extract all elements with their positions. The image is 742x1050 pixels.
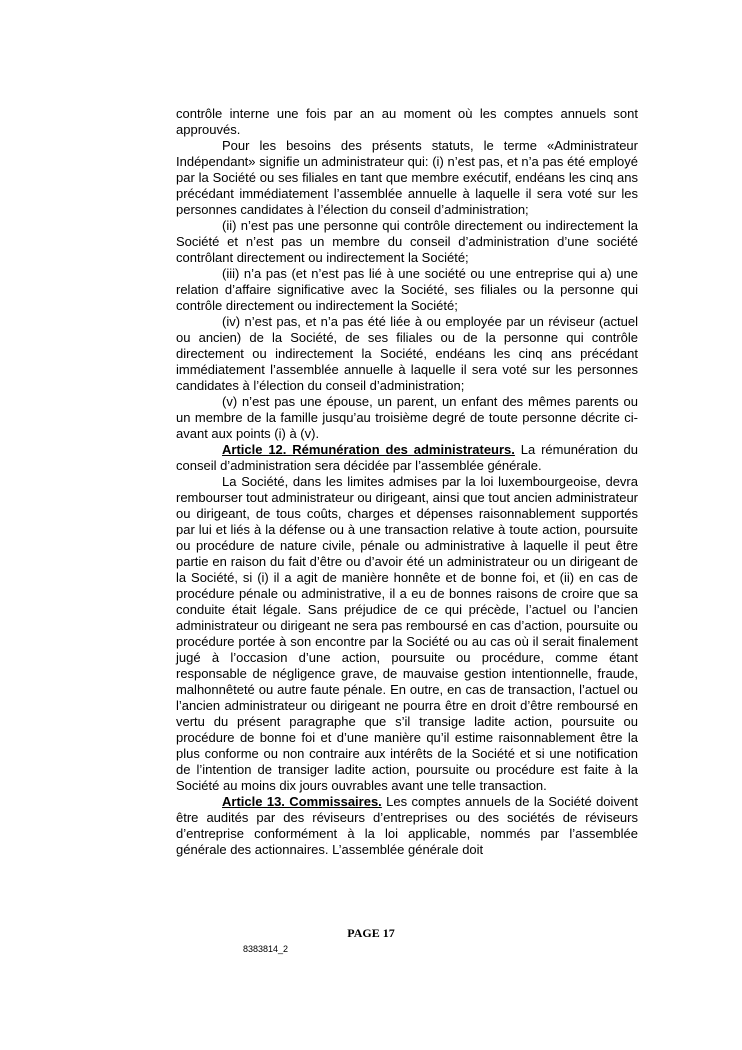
page-number: PAGE 17 [347, 926, 395, 940]
paragraph-continuation: contrôle interne une fois par an au moment où les comptes annuels sont approuvés. [176, 106, 638, 137]
article-12-indemnification-paragraph: La Société, dans les limites admises par la loi luxembourgeoise, devra rembourser tout administrateur ou dirigeant, ainsi que tout ancien administrateur ou dirigeant, de tous coûts, charges et dépenses raisonnablement supportés par lui et liés à la défense ou à une transaction relative à toute action, poursuite ou procédure de nature civile, pénale ou administrative à laquelle il peut être partie en raison du fait d’être ou d’avoir été un administrateur ou un dirigeant de la Société, si (i) il a agit de manière honnête et de bonne foi, et (ii) en cas de procédure pénale ou administrative, il a eu de bonnes raisons de croire que sa conduite était légale. Sans préjudice de ce qui précède, l’actuel ou l’ancien administrateur ou dirigeant ne sera pas remboursé en cas d’action, poursuite ou procédure portée à son encontre par la Société ou au cas où il serait finalement jugé à l’occasion d’une action, poursuite ou procédure, comme étant responsable de négligence grave, de mauvaise gestion intentionnelle, fraude, malhonnêteté ou autre faute pénale. En outre, en cas de transaction, l’actuel ou l’ancien administrateur ou dirigeant ne pourra être en droit d’être remboursé en vertu du présent paragraphe que s’il transige ladite action, poursuite ou procédure de bonne foi et d’une manière qu’il estime raisonnablement être la plus conforme ou non contraire aux intérêts de la Société et si une notification de l’intention de transiger ladite action, poursuite ou procédure est faite à la Société au moins dix jours ouvrables avant une telle transaction. [176, 474, 638, 793]
paragraph-criterion-iv: (iv) n’est pas, et n’a pas été liée à ou employée par un réviseur (actuel ou ancien) de la Société, de ses filiales ou de la personne qui contrôle directement ou indirectement la Société, endéans les cinq ans précédant immédiatement l’assemblée annuelle à laquelle il sera voté sur les personnes candidates à l’élection du conseil d’administration; [176, 314, 638, 393]
article-13-text: Les comptes annuels de la Société doivent être audités par des réviseurs d’entreprises ou des sociétés de réviseurs d’entreprise conformément à la loi applicable, nommés par l’assemblée générale des actionnaires. L’assemblée générale doit [176, 794, 638, 857]
article-12-paragraph [176, 442, 638, 474]
document-body [176, 106, 638, 858]
article-13-heading: Article 13. Commissaires. [222, 794, 382, 809]
document-id: 8383814_2 [243, 944, 289, 954]
paragraph-independent-director-definition: Pour les besoins des présents statuts, le terme «Administrateur Indépendant» signifie un administrateur qui: (i) n’est pas, et n’a pas été employé par la Société ou ses filiales en tant que membre exécutif, endéans les cinq ans précédant immédiatement l’assemblée annuelle à laquelle il sera voté sur les personnes candidates à l’élection du conseil d’administration; [176, 138, 638, 217]
paragraph-criterion-v: (v) n’est pas une épouse, un parent, un enfant des mêmes parents ou un membre de la famille jusqu’au troisième degré de toute personne décrite ci-avant aux points (i) à (v). [176, 394, 638, 441]
article-13-paragraph [176, 794, 638, 858]
paragraph-criterion-iii: (iii) n’a pas (et n’est pas lié à une société ou une entreprise qui a) une relation d’affaire significative avec la Société, ses filiales ou la personne qui contrôle directement ou indirectement la Société; [176, 266, 638, 313]
article-12-heading: Article 12. Rémunération des administrateurs. [222, 442, 515, 457]
paragraph-criterion-ii: (ii) n’est pas une personne qui contrôle directement ou indirectement la Société et n’est pas un membre du conseil d’administration d’une société contrôlant directement ou indirectement la Société; [176, 218, 638, 265]
article-12-text: La rémunération du conseil d’administration sera décidée par l’assemblée générale. [176, 442, 638, 473]
